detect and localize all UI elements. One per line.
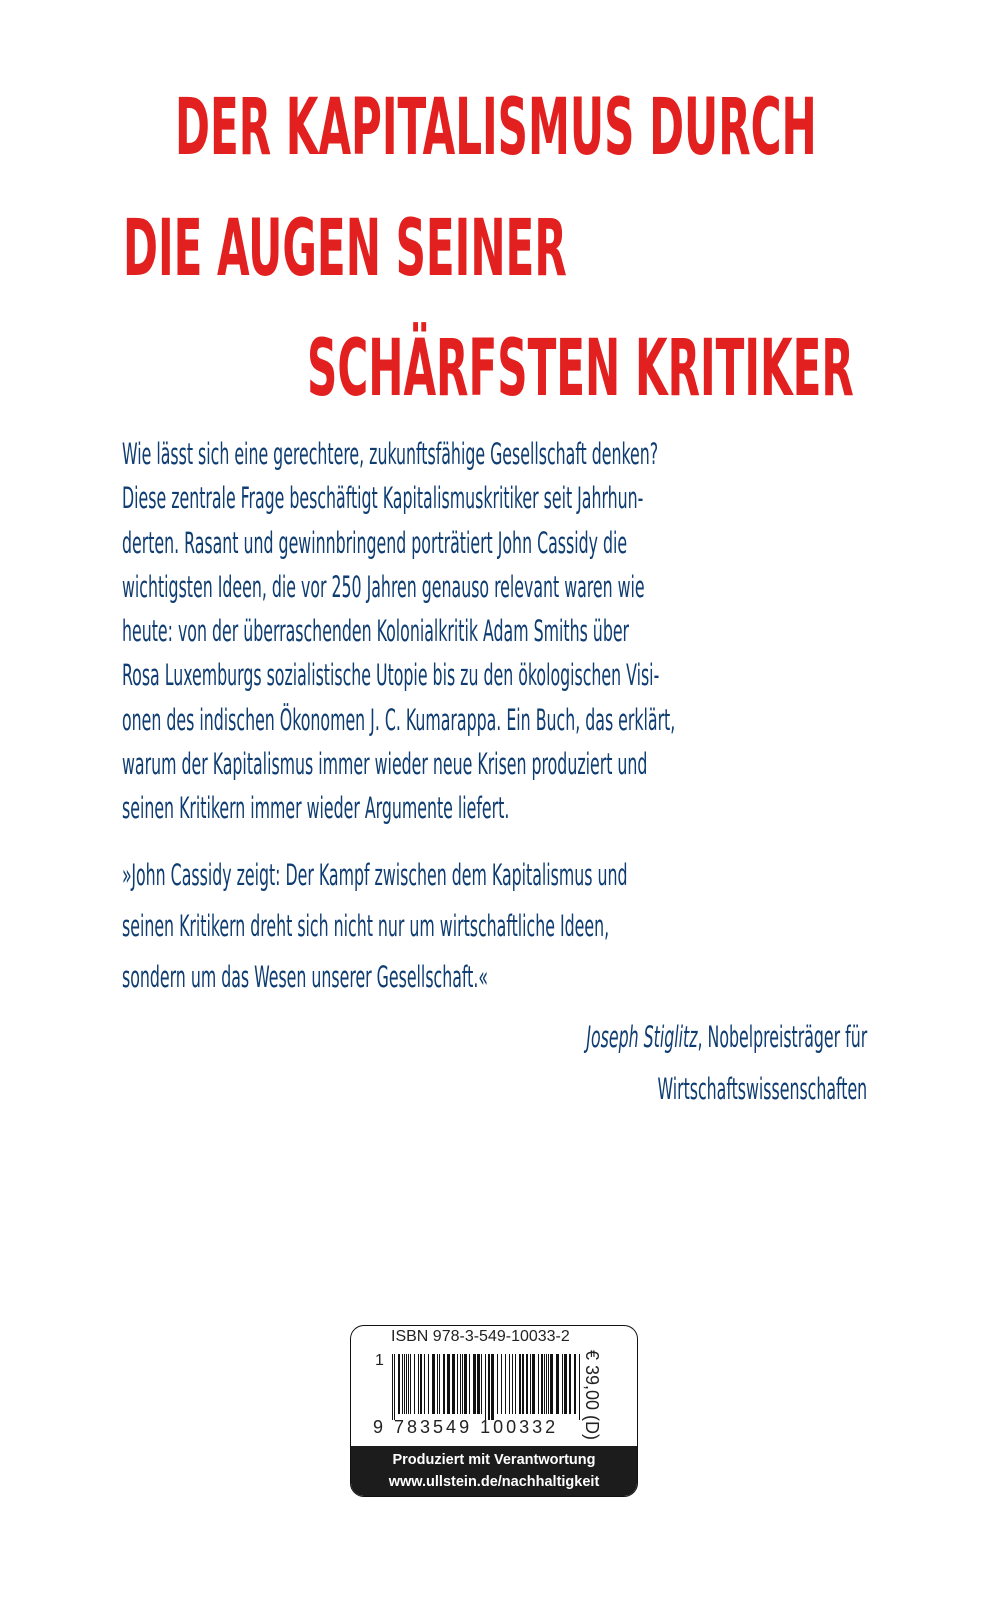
barcode-bar <box>564 1354 567 1414</box>
barcode-bar <box>532 1354 535 1414</box>
barcode-bar <box>457 1354 458 1414</box>
barcode-bar <box>460 1354 461 1414</box>
quote-line: »John Cassidy zeigt: Der Kampf zwischen dem Kapitalismus und <box>122 858 628 892</box>
barcode-bar <box>497 1354 498 1414</box>
price-text: € 39,00 (D) <box>582 1350 602 1441</box>
barcode-bar <box>392 1354 393 1420</box>
barcode-bar <box>530 1354 531 1414</box>
barcode-bar <box>462 1354 463 1414</box>
barcode-bar <box>410 1354 411 1414</box>
barcode-bar <box>432 1354 435 1414</box>
description-line: Rosa Luxemburgs sozialistische Utopie bis zu den ökologischen Visi- <box>122 658 660 693</box>
barcode-bar <box>408 1354 409 1414</box>
footer-line-1: Produziert mit Verantwortung <box>392 1452 596 1468</box>
barcode-bar <box>538 1354 539 1414</box>
barcode-bar <box>519 1354 521 1414</box>
barcode-bars <box>390 1354 586 1420</box>
barcode-bar <box>544 1354 545 1414</box>
barcode-bar <box>473 1354 476 1414</box>
barcode-bar <box>569 1354 571 1414</box>
attribution-line-1 <box>586 1011 867 1063</box>
barcode-bar <box>541 1354 543 1414</box>
barcode-addon-digit: 1 <box>375 1352 384 1369</box>
description-line: wichtigsten Ideen, die vor 250 Jahren genauso relevant waren wie <box>122 569 645 604</box>
description-line: derten. Rasant und gewinnbringend porträtiert John Cassidy die <box>122 525 628 560</box>
barcode-bar <box>394 1354 395 1420</box>
quote-line: sondern um das Wesen unserer Gesellschaft.« <box>122 960 488 994</box>
description-paragraph <box>122 432 872 831</box>
barcode-bar <box>512 1354 513 1414</box>
barcode-bar <box>485 1354 486 1420</box>
barcode-bar <box>556 1354 559 1414</box>
description-line: Wie lässt sich eine gerechtere, zukunftsfähige Gesellschaft denken? <box>122 437 659 471</box>
description-line: warum der Kapitalismus immer wieder neue Krisen produziert und <box>122 747 648 782</box>
footer-url: www.ullstein.de/nachhaltigkeit <box>388 1474 600 1490</box>
review-quote <box>122 850 628 1003</box>
quote-attribution <box>403 1011 867 1115</box>
attribution-role-part-2: Wirtschaftswissenschaften <box>657 1072 867 1106</box>
barcode-bar <box>546 1354 547 1414</box>
description-line: onen des indischen Ökonomen J. C. Kumarappa. Ein Buch, das erklärt, <box>122 702 676 737</box>
barcode-bar <box>477 1354 480 1414</box>
barcode-bar <box>418 1354 419 1414</box>
barcode-bar <box>526 1354 528 1414</box>
barcode-bar <box>501 1354 502 1414</box>
barcode-bar <box>402 1354 403 1414</box>
barcode-bar <box>505 1354 506 1414</box>
barcode-digits: 9 783549 100332 <box>373 1417 559 1437</box>
barcode-bar <box>420 1354 422 1414</box>
headline-line-2: DIE AUGEN SEINER <box>123 204 567 294</box>
barcode-bar <box>428 1354 429 1414</box>
barcode-bar <box>469 1354 470 1414</box>
barcode-bar <box>424 1354 425 1414</box>
headline-line-3: SCHÄRFSTEN KRITIKER <box>307 324 854 414</box>
barcode-bar <box>439 1354 440 1414</box>
barcode-bar <box>522 1354 524 1414</box>
barcode-bar <box>491 1354 494 1420</box>
barcode-bar <box>437 1354 438 1414</box>
description-line: Diese zentrale Frage beschäftigt Kapitalismuskritiker seit Jahrhun- <box>122 481 644 516</box>
barcode-bar <box>509 1354 510 1414</box>
isbn-number: ISBN 978-3-549-10033-2 <box>391 1328 570 1345</box>
barcode-bar <box>404 1354 405 1414</box>
sustainability-footer <box>351 1446 637 1496</box>
barcode-bar <box>574 1354 576 1414</box>
description-line: heute: von der überraschenden Kolonialkritik Adam Smiths über <box>122 614 630 649</box>
barcode-bar <box>548 1354 549 1414</box>
barcode-bar <box>481 1354 482 1414</box>
barcode-bar <box>447 1354 450 1414</box>
quote-line: seinen Kritikern dreht sich nicht nur um wirtschaftliche Ideen, <box>122 909 610 943</box>
barcode-bar <box>443 1354 445 1414</box>
description-line: seinen Kritikern immer wieder Argumente liefert. <box>122 791 510 826</box>
barcode-bar <box>414 1354 415 1414</box>
barcode-bar <box>452 1354 455 1414</box>
barcode-bar <box>398 1354 400 1414</box>
barcode-bar <box>406 1354 407 1414</box>
barcode-bar <box>550 1354 553 1414</box>
barcode-bar <box>515 1354 516 1414</box>
headline-line-1: DER KAPITALISMUS DURCH <box>175 83 817 173</box>
isbn-barcode-label <box>350 1325 638 1497</box>
barcode-bar <box>464 1354 467 1414</box>
barcode-bar <box>562 1354 563 1414</box>
barcode-bar <box>579 1354 580 1420</box>
attribution-role-part-1: , Nobelpreisträger für <box>697 1020 867 1054</box>
attribution-name: Joseph Stiglitz <box>586 1020 698 1054</box>
barcode-bar <box>488 1354 490 1420</box>
